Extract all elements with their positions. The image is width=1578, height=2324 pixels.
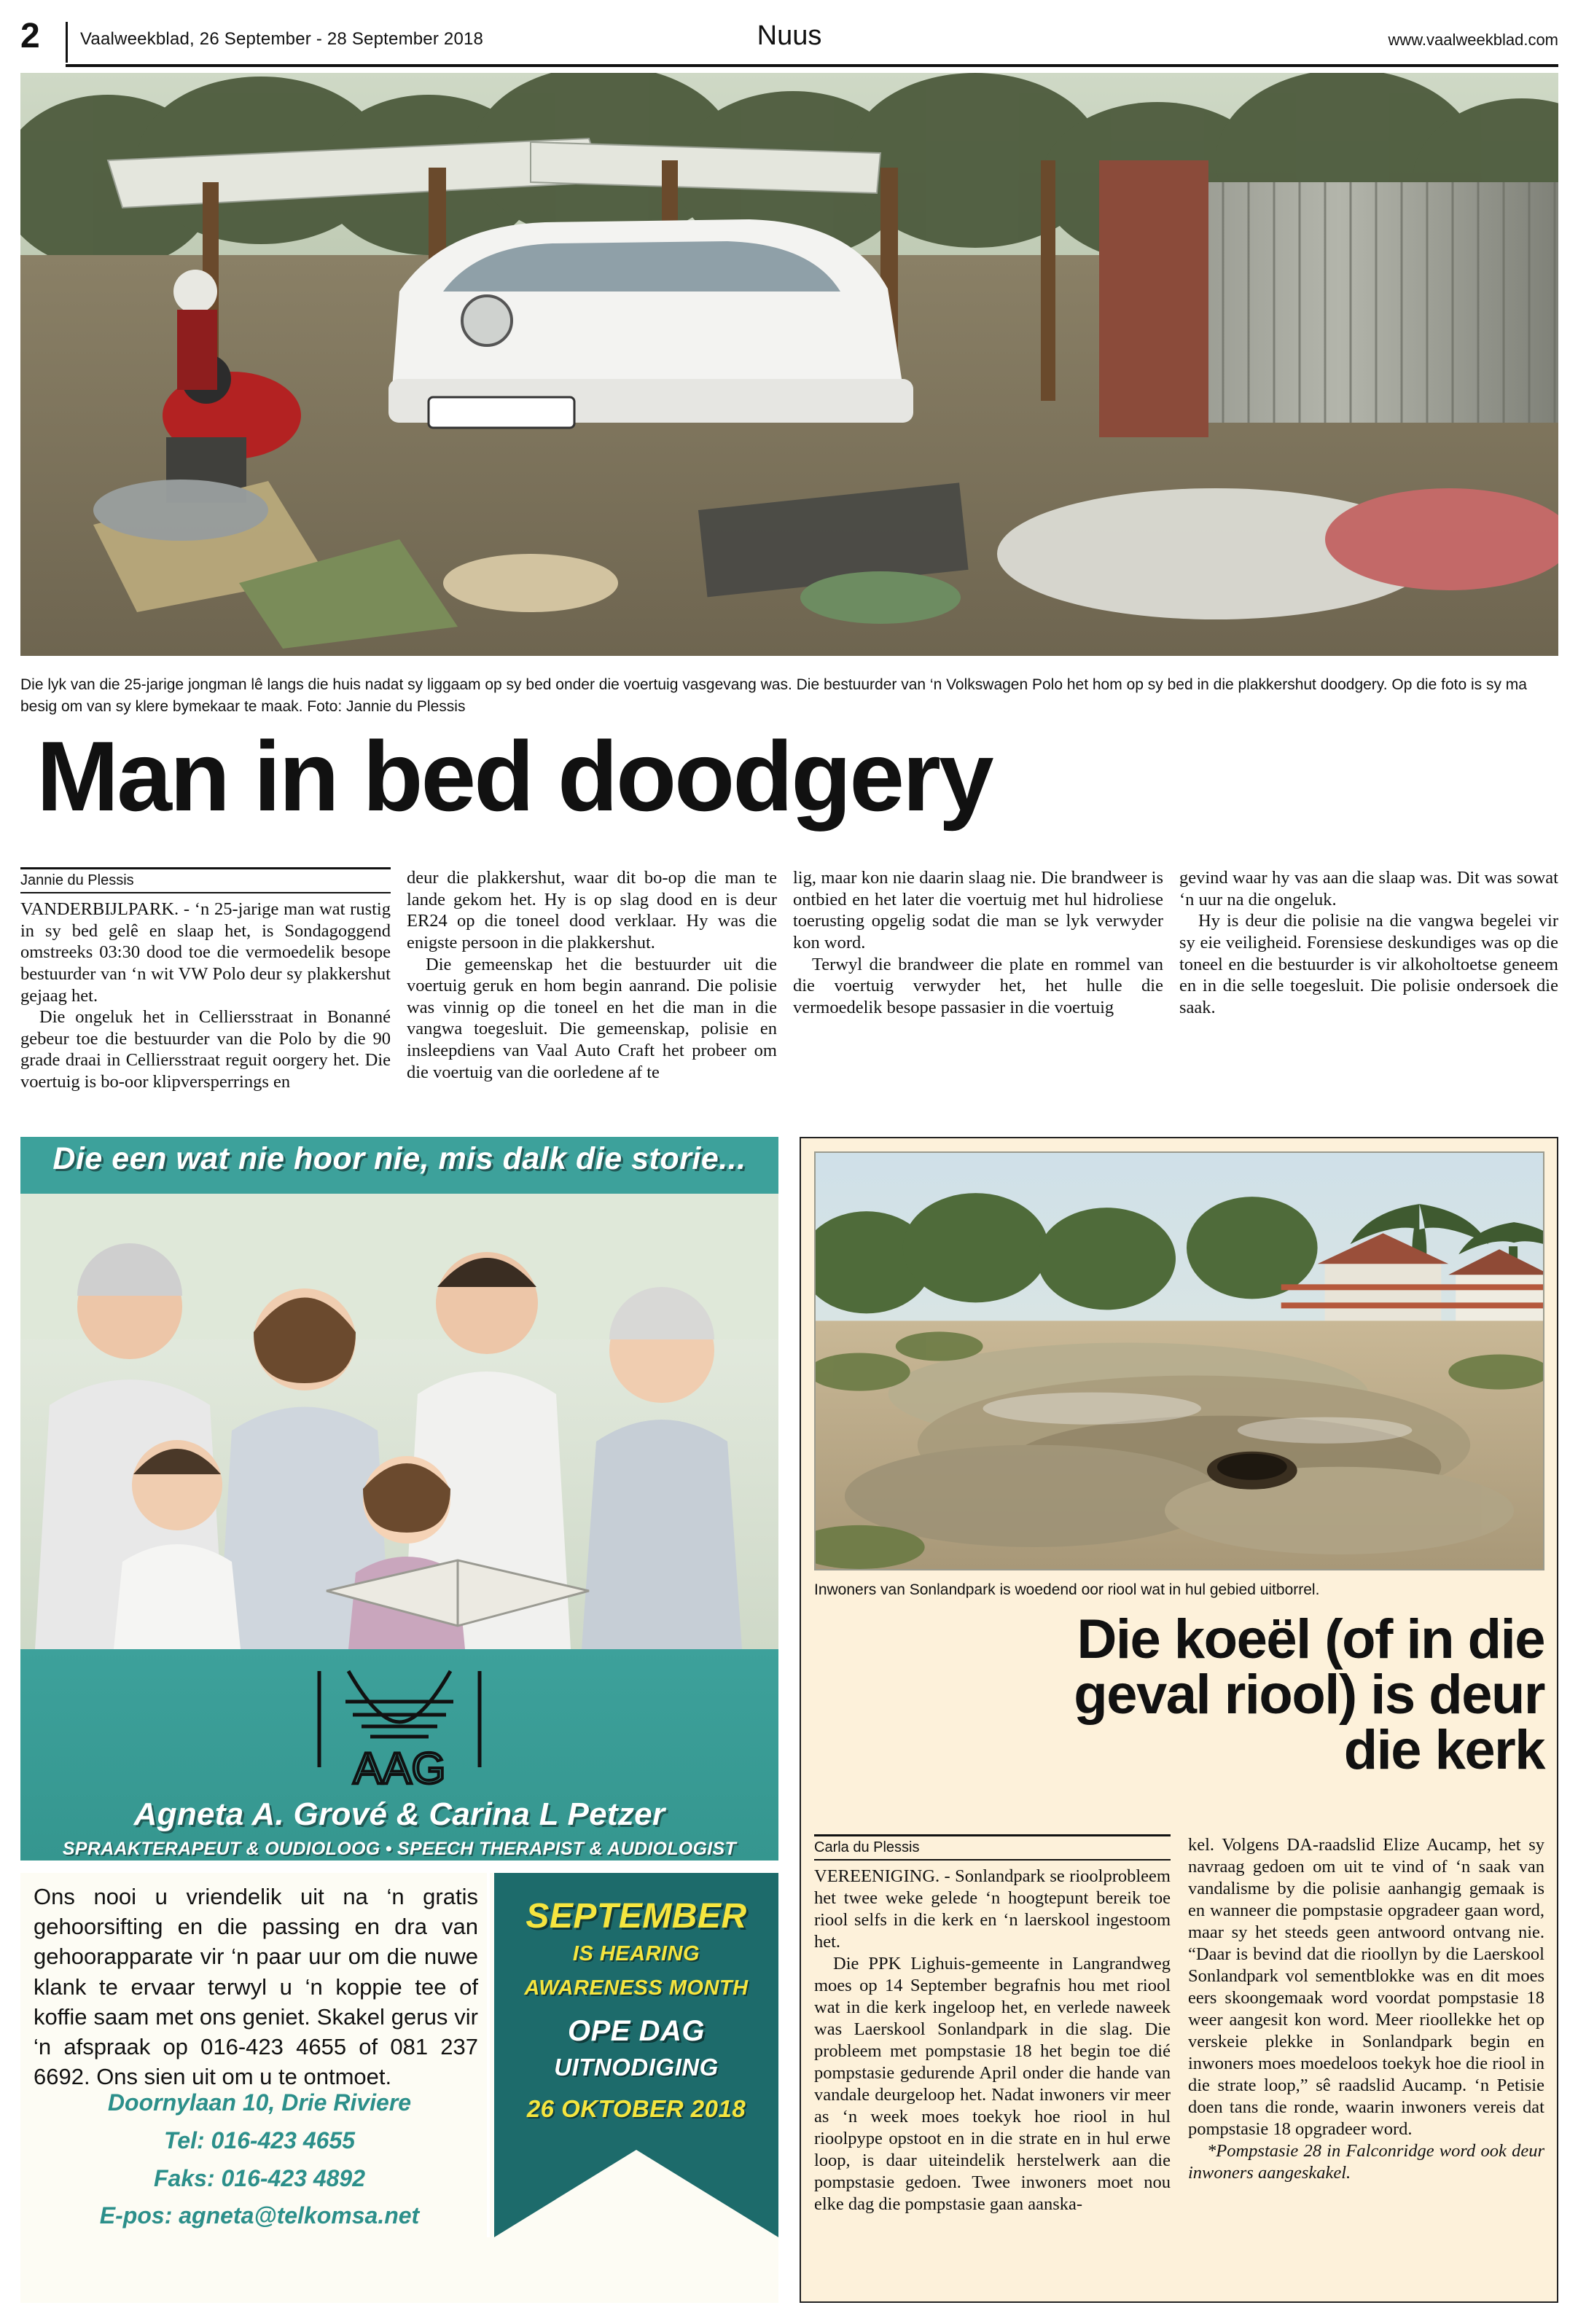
masthead (20, 17, 1558, 66)
article2-byline: Carla du Plessis (814, 1839, 920, 1855)
paragraph: deur die plakkershut, waar dit bo-op die man te lande gekom het. Hy is op slag dood en is deur ER24 op die toneel dood verklaar. Hy was die enigste persoon in die plakkershut. (407, 868, 777, 952)
website-url: www.vaalweekblad.com (1388, 31, 1558, 49)
article2-footnote: *Pompstasie 28 in Falconridge word ook deur inwoners aangeskakel. (1188, 2141, 1544, 2183)
article1-col3-body (793, 867, 1163, 1018)
masthead-divider (66, 22, 68, 63)
paragraph: VEREENIGING. - Sonlandpark se rioolprobleem het twee weke gelede ‘n hoogtepunt bereik toe riool selfs in die kerk en ‘n laerskool ingestoom het. (814, 1866, 1171, 1952)
hero-photo-caption: Die lyk van die 25-jarige jongman lê langs die huis nadat sy liggaam op sy bed onder die voertuig vasgevang was. Die bestuurder van ‘n Volkswagen Polo het hom op sy bed in die plakkershut doodgery. Op die foto is sy ma besig om van sy klere bymekaar te maak. Foto: Jannie du Plessis (20, 676, 1527, 716)
article2-column-1 (814, 1834, 1171, 2215)
ad-contact-block[interactable] (34, 2084, 485, 2235)
article2-column-2 (1188, 1834, 1544, 2215)
ribbon-open-day: OPE DAG (568, 2015, 705, 2047)
paragraph: Hy is deur die polisie na die vangwa begelei vir sy eie veiligheid. Forensiese deskundiges was op die toneel en die bestuurder is vir alkoholtoetse geneem en in die selle toegesluit. Die polisie ondersoek die saak. (1179, 911, 1558, 1017)
article2-headline-line-1: Die koeël (of in die (1077, 1608, 1544, 1670)
article1 (20, 867, 1558, 1093)
article1-col2-body (407, 867, 777, 1083)
paragraph: kel. Volgens DA-raadslid Elize Aucamp, het sy navraag gedoen om uit te vind of ‘n saak van vandalisme by die polisie aanhangig gemaak is en wanneer die pompstasie opgradeer gaan word, maar sy het steeds geen antwoord ontvang nie. “Daar is bevind dat die rioollyn by die Laerskool Sonlandpark vol sementblokke was en dit moes eers skoongemaak word voordat pompstasie 18 weer aangesit kon word. Meer rioollekke het op verskeie plekke in Sonlandpark begin en inwoners moes moedeloos toekyk hoe die riool in die strate loop,” sê raadslid Aucamp. ‘n Petisie doen tans die ronde, waarin inwoners vereis dat pompstasie 18 opgradeer word. (1188, 1835, 1544, 2139)
article1-byline-box (20, 867, 391, 893)
article2-headline-line-3: die kerk (1343, 1719, 1544, 1781)
paragraph: gevind waar hy vas aan die slaap was. Dit was sowat ‘n uur na die ongeluk. (1179, 868, 1558, 909)
article1-byline: Jannie du Plessis (20, 872, 134, 888)
paragraph: VANDERBIJLPARK. - ‘n 25-jarige man wat rustig in sy bed gelê en slaap het, is Sondagoggend omstreeks 03:30 dood toe die vermoedelik besope bestuurder van ‘n wit VW Polo deur sy plakkershut gejaag het. (20, 899, 391, 1006)
ad-body-copy: Ons nooi u vriendelik uit na ‘n gratis gehoorsifting en die passing en dra van gehoorapparate vir ‘n paar uur om die nuwe klank te ervaar terwyl u ‘n koppie tee of koffie saam met ons geniet. Skakel gerus vir ‘n afspraak op 016-423 4655 of 081 237 6692. Ons sien uit om u te ontmoet. (34, 1884, 478, 2090)
paragraph: Die ongeluk het in Celliersstraat in Bonanné gebeur toe die bestuurder van die Polo by die 90 grade draai in Celliersstraat reguit oorgery het. Die voertuig is bo-oor klipversperrings en (20, 1007, 391, 1092)
article2 (800, 1137, 1558, 2303)
ad-telephone[interactable]: Tel: 016-423 4655 (163, 2127, 356, 2153)
ad-address: Doornylaan 10, Drie Riviere (107, 2089, 412, 2116)
publication-info: Vaalweekblad, 26 September - 28 September 2018 (80, 29, 484, 49)
ribbon-event-date: 26 OKTOBER 2018 (526, 2095, 746, 2122)
paragraph: Die PPK Lighuis-gemeente in Langrandweg moes op 14 September begrafnis hou met riool wat in die kerk ingeloop het, en verlede naweek was Laerskool Sonlandpark in die slag. Die probleem met pompstasie 18 het begin toe dié pompstasie gedurende April onder die hande van vandale deurgeloop het. Nadat inwoners vir meer as ‘n week moes toekyk hoe riool in hul rioolpype opstoot en in die strate en in hul erwe loop, is daar uiteindelik herstelwerk aan die pompstasie gedoen. Twee inwoners moet nou elke dag die pompstasie gaan aanska- (814, 1954, 1171, 2214)
article1-col1-body (20, 899, 391, 1093)
article1-column-1 (20, 867, 391, 1093)
ad-banner-text: Die een wat nie hoor nie, mis dalk die storie... (52, 1141, 746, 1176)
article2-columns (814, 1834, 1544, 2215)
article1-column-4 (1179, 867, 1558, 1093)
article2-photo-sewage (814, 1151, 1544, 1570)
ad-practitioner-names: Agneta A. Grové & Carina L Petzer (133, 1796, 665, 1832)
paragraph: Die gemeenskap het die bestuurder uit die voertuig geruk en hom begin aanrand. Die polisie was vinnig op die toneel en het die man in die vangwa toegesluit. Die gemeenskap, polisie en insleepdiens van Vaal Auto Craft het probeer om die voertuig van die oorledene af te (407, 954, 777, 1082)
ad-email[interactable]: E-pos: agneta@telkomsa.net (99, 2202, 420, 2229)
article1-column-3 (793, 867, 1163, 1093)
ad-fax: Faks: 016-423 4892 (154, 2164, 365, 2191)
article1-col4-body (1179, 867, 1558, 1018)
article1-columns (20, 867, 1558, 1093)
paragraph: Terwyl die brandweer die plate en rommel van die voertuig verwyder het, het hulle die vermoedelik besope passasier in die voertuig (793, 954, 1163, 1017)
ad-profession-subtitle: SPRAAKTERAPEUT & OUDIOLOOG • SPEECH THERAPIST & AUDIOLOGIST (62, 1839, 737, 1859)
ribbon-invitation: UITNODIGING (554, 2054, 719, 2081)
article1-column-2 (407, 867, 777, 1093)
aag-logo-letters: AAG (353, 1744, 446, 1789)
article2-photo-caption: Inwoners van Sonlandpark is woedend oor riool wat in hul gebied uitborrel. (814, 1581, 1320, 1598)
article2-headline (814, 1608, 1544, 1781)
article2-col2-body (1188, 1834, 1544, 2184)
ribbon-line-2: IS HEARING (572, 1942, 700, 1965)
ad-family-illustration (20, 1194, 778, 1649)
section-title: Nuus (757, 20, 822, 51)
article1-headline: Man in bed doodgery (36, 721, 992, 832)
ribbon-month: SEPTEMBER (526, 1897, 747, 1936)
page-number: 2 (20, 17, 40, 55)
paragraph: lig, maar kon nie daarin slaag nie. Die brandweer is ontbied en het later die voertuig met hul hidroliese toerusting opgelig sodat die man se lyk verwyder kon word. (793, 868, 1163, 952)
aag-logo-icon (276, 1658, 523, 1789)
masthead-rule (66, 64, 1558, 67)
ad-family-photo (20, 1194, 778, 1649)
ribbon-line-3: AWARENESS MONTH (524, 1976, 749, 2000)
article2-byline-box (814, 1834, 1171, 1861)
article2-photo-illustration (816, 1153, 1543, 1569)
article2-col1-body (814, 1866, 1171, 2215)
advertisement-aag[interactable] (20, 1137, 778, 2303)
hero-photo-illustration (20, 73, 1558, 656)
article2-headline-line-2: geval riool) is deur (1074, 1664, 1544, 1726)
ad-ribbon-divider (487, 1873, 490, 2237)
hero-photo-accident-scene (20, 73, 1558, 656)
